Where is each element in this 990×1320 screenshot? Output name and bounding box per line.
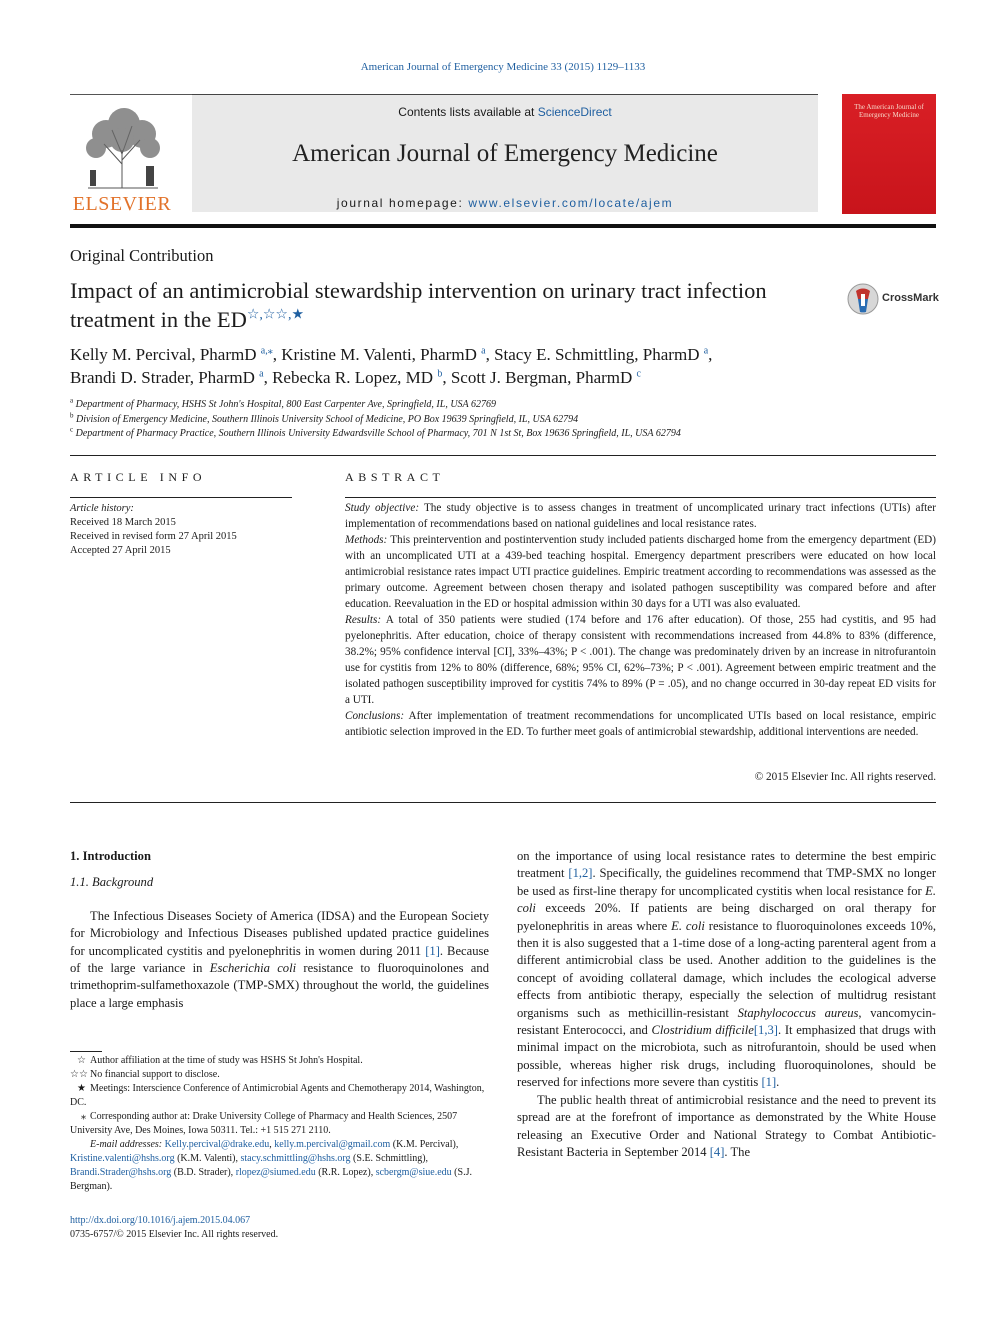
author-name: Stacy E. Schmittling, PharmD: [494, 345, 700, 364]
crossmark-badge[interactable]: [846, 282, 939, 318]
affiliation-key: a: [70, 396, 74, 405]
affiliation-b: [70, 413, 936, 428]
footnote-mark: ☆☆: [70, 1069, 88, 1080]
affiliation-a: [70, 398, 936, 413]
affiliation-text: Department of Pharmacy Practice, Southern Illinois University Edwardsville School of Pharmacy, 701 N 1st St, Box 19636 Springfield, IL, USA 62794: [75, 428, 681, 439]
cover-title: The American Journal of Emergency Medicine: [854, 103, 924, 119]
affiliation-key: b: [70, 411, 74, 420]
author-affiliation-mark[interactable]: a,⁎: [260, 345, 273, 357]
article-title: [70, 276, 830, 334]
author-separator: ,: [442, 368, 447, 387]
footnote-mark: ⁎: [81, 1111, 86, 1122]
abstract-methods: [345, 532, 936, 612]
methods-text: This preintervention and postintervention study included patients discharged home from the emergency department (ED) with an uncomplicated UTI at a 439-bed teaching hospital. Emergency department prescribers were educated on how local antimicrobial resistance rates impact UTI practice guidelines. Empiric treatment according to recommendations was assessed as the primary outcome. Agreement between chosen therapy and isolated pathogen susceptibility was compared before and after education. Reevaluation in the ED or hospital admission within 30 days for a UTI was also evaluated.: [345, 534, 936, 610]
footnote-text: Corresponding author at: Drake University College of Pharmacy and Health Sciences, 2507 University Ave, Des Moines, Iowa 50311. Tel.: +1 515 271 2110.: [70, 1111, 458, 1136]
footnote-text: Meetings: Interscience Conference of Antimicrobial Agents and Chemotherapy 2014, Washington, DC.: [70, 1083, 485, 1108]
body-column-right: [517, 848, 936, 1161]
abstract-heading: ABSTRACT: [345, 470, 445, 484]
text-run: , vancomycin-resistant Enterococci, and: [517, 1005, 936, 1038]
text-run: . Because of the large variance in: [70, 943, 489, 976]
text-run: resistance to fluoroquinolones exceeds 10%, then it is also suggested that a 1-time dose of a long-acting parenteral agent from a different antimicrobial class be used. Another addition to the guidelines is the concept of avoiding collateral damage, which includes the ecological adverse effects from antibiotic therapy, especially the selection of multidrug resistant organisms such as methicillin-resistant: [517, 918, 937, 1020]
body-paragraph: [70, 908, 489, 1012]
article-info-heading: ARTICLE INFO: [70, 470, 207, 484]
email-link[interactable]: Brandi.Strader@hshs.org: [70, 1167, 172, 1178]
email-owner: (B.D. Strader),: [173, 1167, 234, 1178]
text-run: on the importance of using local resistance rates to determine the best empiric treatment: [517, 849, 936, 881]
footnote: [70, 1082, 489, 1110]
contents-prefix: Contents lists available at: [398, 105, 538, 119]
abstract-objective: [345, 500, 936, 532]
abstract-results: [345, 612, 936, 708]
crossmark-label: CrossMark: [882, 292, 939, 304]
text-run: The public health threat of antimicrobial resistance and the need to prevent its spread are at the forefront of importance as demonstrated by the White House releasing an Executive Order and National Strategy to Combat Antibiotic-Resistant Bacteria in September 2014: [517, 1092, 936, 1159]
affiliation-key: c: [70, 425, 74, 434]
email-link[interactable]: kelly.m.percival@gmail.com: [274, 1139, 391, 1150]
citation-link[interactable]: [1]: [425, 943, 440, 958]
footnote-text: No financial support to disclose.: [90, 1069, 220, 1080]
header-thick-rule: [70, 224, 936, 228]
body-column-left: [70, 848, 489, 1012]
conclusions-text: After implementation of treatment recommendations for uncomplicated UTIs based on local resistance, empiric antibiotic selection improved in the ED. To further meet goals of antimicrobial stewardship, additional interventions are needed.: [345, 710, 936, 738]
author-separator: ,: [485, 345, 490, 364]
crossmark-icon: [846, 282, 880, 318]
author-affiliation-mark[interactable]: c: [636, 368, 641, 380]
citation-link[interactable]: [4]: [709, 1144, 725, 1159]
body-paragraph: [517, 1092, 936, 1162]
author-name: Rebecka R. Lopez, MD: [272, 368, 434, 387]
journal-citation[interactable]: American Journal of Emergency Medicine 33 (2015) 1129–1133: [360, 61, 646, 73]
homepage-prefix: journal homepage:: [336, 196, 469, 210]
author-name: Brandi D. Strader, PharmD: [70, 368, 255, 387]
author-name: Kristine M. Valenti, PharmD: [281, 345, 477, 364]
journal-homepage: [192, 196, 818, 210]
abstract-conclusions: [345, 708, 936, 740]
email-addresses: E-mail addresses: Kelly.percival@drake.edu, kelly.m.percival@gmail.com (K.M. Percival), Kristine.valenti@hshs.org (K.M. Valenti), stacy.schmittling@hshs.org (S.E. Schmittling), Brandi.Strader@hshs.org (B.D. Strader), rlopez@siumed.edu (R.R. Lopez), scbergm@siue.edu (S.J. Bergman).: [70, 1139, 472, 1192]
body-paragraph: [517, 848, 936, 1092]
text-run: . Specifically, the guidelines recommend that TMP-SMX no longer be used as first-line therapy for uncomplicated cystitis when local resistance for: [517, 866, 937, 898]
doi-block: [70, 1214, 278, 1242]
subsection-heading: 1.1. Background: [70, 875, 154, 890]
email-owner: (K.M. Valenti),: [177, 1153, 238, 1164]
accepted-date: Accepted 27 April 2015: [70, 545, 171, 556]
article-section-type: Original Contribution: [70, 246, 214, 265]
email-link[interactable]: rlopez@siumed.edu: [235, 1167, 316, 1178]
author-separator: ,: [708, 345, 713, 364]
author-affiliation-mark[interactable]: a: [481, 345, 486, 357]
text-run: E. coli: [671, 918, 705, 933]
text-run: exceeds 20%. If patients are being discharged on oral therapy for pyelonephritis in areas where: [517, 901, 936, 933]
abstract-body: [345, 500, 936, 740]
text-run: .: [776, 1075, 780, 1090]
methods-label: Methods:: [345, 534, 388, 546]
footnote-text: Author affiliation at the time of study was HSHS St John's Hospital.: [90, 1055, 363, 1066]
objective-label: Study objective:: [345, 502, 420, 514]
results-label: Results:: [345, 614, 382, 626]
affiliation-text: Department of Pharmacy, HSHS St John's Hospital, 800 East Carpenter Ave, Springfield, IL, USA 62769: [75, 399, 496, 410]
affiliation-text: Division of Emergency Medicine, Southern Illinois University School of Medicine, PO Box 19639 Springfield, IL, USA 62794: [76, 413, 579, 425]
email-owner: (K.M. Percival),: [392, 1139, 459, 1150]
text-run: Clostridium difficile: [651, 1023, 754, 1038]
section-rule: [70, 455, 936, 456]
footnote-mark: ☆: [77, 1055, 86, 1066]
conclusions-label: Conclusions:: [345, 710, 405, 722]
text-run: E. coli: [517, 883, 936, 916]
homepage-link[interactable]: www.elsevier.com/locate/ajem: [468, 196, 674, 210]
author-separator: ,: [263, 368, 268, 387]
sciencedirect-link[interactable]: ScienceDirect: [537, 105, 612, 119]
citation-link[interactable]: [1,3]: [753, 1023, 778, 1038]
abstract-rule: [345, 497, 936, 498]
text-run: The Infectious Diseases Society of America (IDSA) and the European Society for Microbiology and Infectious Diseases published updated practice guidelines for uncomplicated cystitis and pyelonephritis in women during 2011: [70, 908, 489, 958]
citation-link[interactable]: [1]: [761, 1075, 777, 1090]
text-run: Escherichia coli: [209, 961, 297, 976]
email-label: E-mail addresses:: [90, 1139, 163, 1150]
email-link[interactable]: Kristine.valenti@hshs.org: [70, 1153, 175, 1164]
author-affiliation-mark[interactable]: a: [259, 368, 264, 380]
affiliation-c: [70, 427, 936, 442]
email-link[interactable]: Kelly.percival@drake.edu: [164, 1139, 270, 1150]
email-owner: (S.J. Bergman).: [70, 1167, 472, 1192]
doi-link[interactable]: http://dx.doi.org/10.1016/j.ajem.2015.04.067: [70, 1215, 251, 1226]
email-link[interactable]: stacy.schmittling@hshs.org: [240, 1153, 351, 1164]
email-link[interactable]: scbergm@siue.edu: [375, 1167, 452, 1178]
history-label: Article history:: [70, 503, 134, 514]
section-heading: 1. Introduction: [70, 849, 151, 863]
section-rule: [70, 802, 936, 803]
email-owner: (R.R. Lopez),: [318, 1167, 374, 1178]
issn-line: 0735-6757/© 2015 Elsevier Inc. All rights reserved.: [70, 1229, 279, 1240]
text-run: Staphylococcus aureus: [737, 1005, 859, 1020]
author-affiliation-mark[interactable]: a: [703, 345, 709, 357]
author-list: [70, 343, 850, 389]
abstract-copyright: © 2015 Elsevier Inc. All rights reserved.: [754, 771, 936, 783]
received-date: Received 18 March 2015: [70, 517, 176, 528]
text-run: . It emphasized that drugs with minimal impact on the microbiota, such as nitrofurantoin, should be used when possible, whereas higher risk drugs, including fluoroquinolones, should be reserved for infections more severe than cystitis: [517, 1023, 936, 1090]
revised-date: Received in revised form 27 April 2015: [70, 531, 237, 542]
journal-title: American Journal of Emergency Medicine: [292, 140, 718, 167]
text-run: resistance to fluoroquinolones and trimethoprim-sulfamethoxazole (TMP-SMX) throughout the world, the guidelines place a large emphasis: [70, 961, 489, 1010]
author-name: Scott J. Bergman, PharmD: [450, 368, 633, 387]
text-run: . The: [724, 1144, 751, 1159]
title-footnote-marks[interactable]: ☆,☆☆,★: [246, 307, 305, 323]
article-info-rule: [70, 497, 292, 498]
results-text: A total of 350 patients were studied (174 before and 176 after education). Of those, 255 had cystitis, and 95 had pyelonephritis. After education, choice of therapy consistent with recommendations increased from 44.8% to 83% (difference, 38.2%; 95% confidence interval [CI], 33%–43%; P < .001). The change was predominately driven by an increase in nitrofurantoin use for cystitis from 12% to 80% (difference, 68%; 95% CI, 62%–73%; P < .001). Agreement between empiric treatment and the isolated pathogen susceptibility improved for cystitis 74% to 89% (P = .05), and no change occurred in 30-day repeat ED visits for a UTI.: [345, 614, 936, 706]
email-owner: (S.E. Schmittling),: [353, 1153, 429, 1164]
footnote-mark: ★: [77, 1083, 86, 1094]
title-text: Impact of an antimicrobial stewardship intervention on urinary tract infection treatment in the ED: [70, 278, 767, 332]
objective-text: The study objective is to assess changes in treatment of uncomplicated urinary tract infections (UTIs) after implementation of recommendations based on national guidelines and local resistance rates.: [345, 502, 936, 530]
author-name: Kelly M. Percival, PharmD: [70, 345, 257, 364]
footnote: [70, 1068, 489, 1082]
publisher-name: ELSEVIER: [72, 193, 172, 215]
author-separator: ,: [272, 345, 277, 364]
footnote: [70, 1054, 489, 1068]
footnotes: [70, 1054, 489, 1194]
article-history: [70, 502, 300, 558]
footnote: [70, 1110, 489, 1138]
citation-link[interactable]: [1,2]: [568, 866, 593, 881]
affiliations: [70, 398, 936, 442]
footnote-rule: [70, 1051, 102, 1052]
author-affiliation-mark[interactable]: b: [437, 368, 443, 380]
contents-line: [192, 105, 818, 119]
